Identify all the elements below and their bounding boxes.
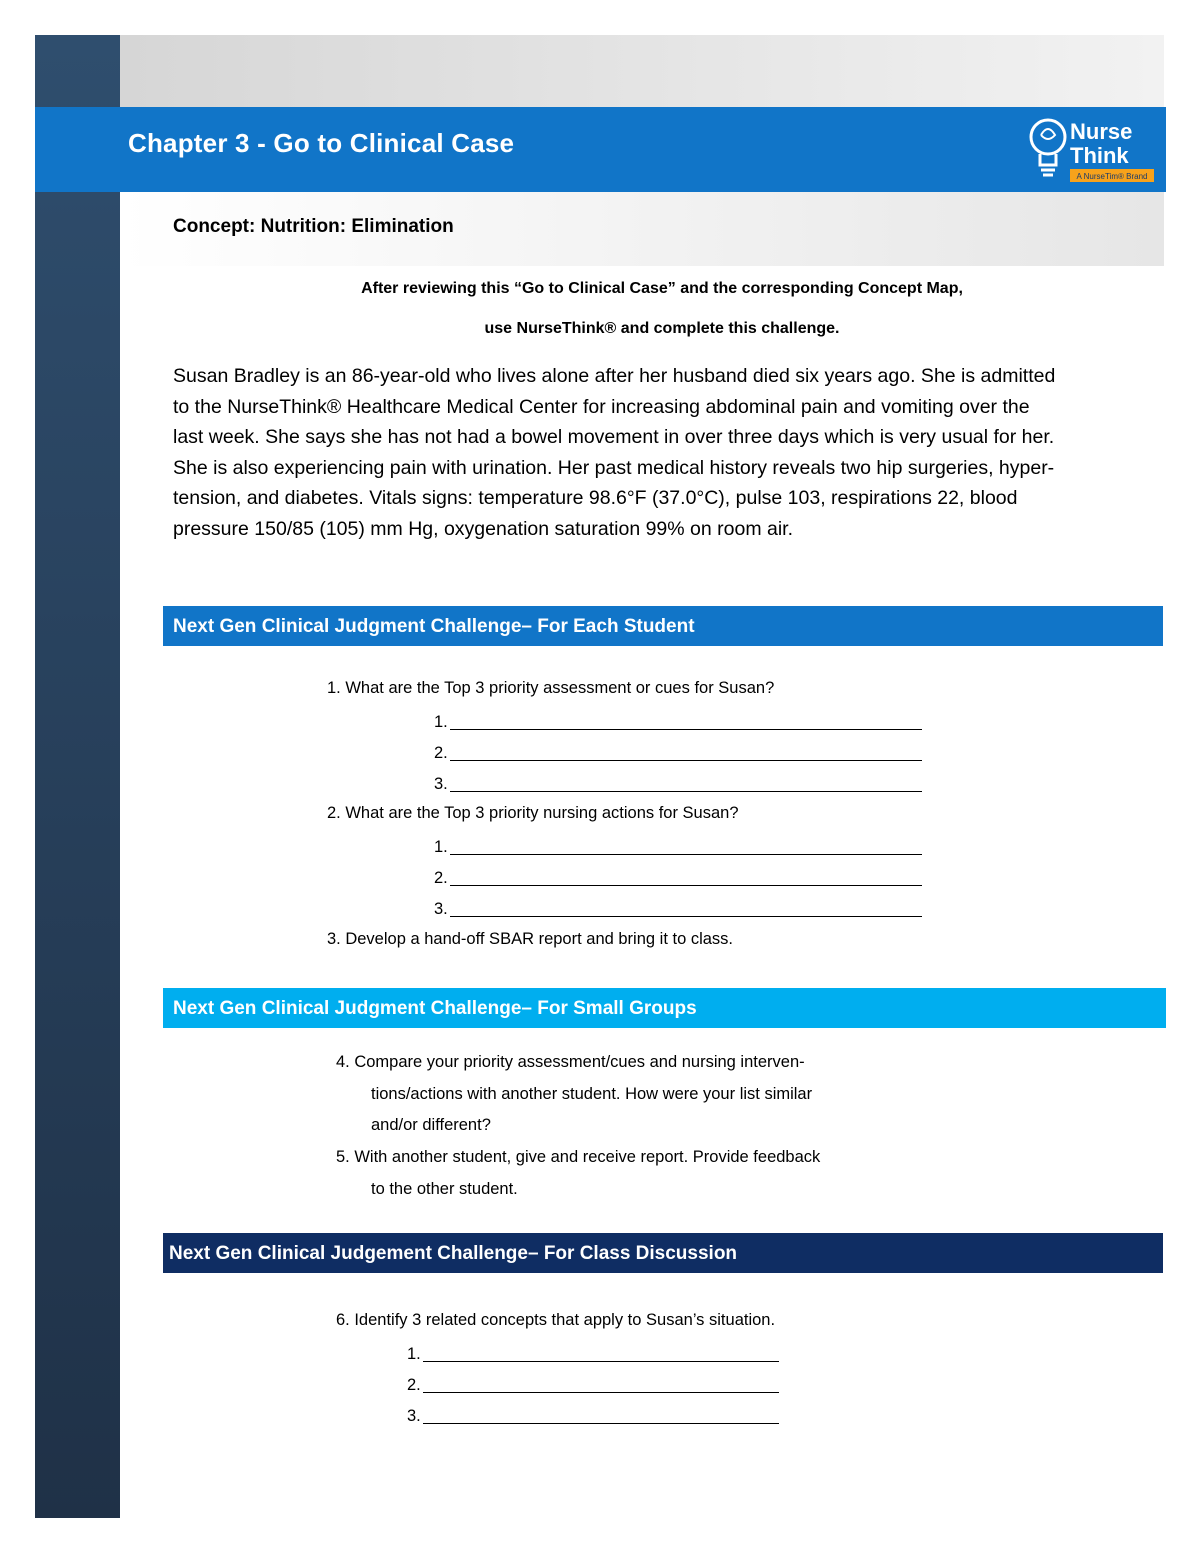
question-4: 4. Compare your priority assessment/cues and nursing interven- tions/actions with another student. How were your list similar and/or different?	[336, 1053, 813, 1134]
section-header-class-discussion: Next Gen Clinical Judgement Challenge– For Class Discussion	[163, 1233, 1163, 1273]
answer-blank[interactable]: 2.	[434, 867, 922, 888]
answer-blank[interactable]: 2.	[407, 1374, 779, 1395]
page-title: Chapter 3 - Go to Clinical Case	[128, 128, 515, 158]
answer-blank[interactable]: 3.	[434, 898, 922, 919]
case-line: Susan Bradley is an 86-year-old who lives alone after her husband died six years ago. She is admitted	[173, 365, 1056, 387]
intro-line-2: use NurseThink® and complete this challenge.	[484, 320, 840, 337]
case-line: last week. She says she has not had a bowel movement in over three days which is very usual for her.	[173, 426, 1055, 449]
left-sidebar-band	[35, 35, 120, 1518]
answer-blank[interactable]: 2.	[434, 742, 922, 763]
case-line: tension, and diabetes. Vitals signs: temperature 98.6°F (37.0°C), pulse 103, respirations 22, blood	[173, 487, 1018, 510]
case-line: to the NurseThink® Healthcare Medical Center for increasing abdominal pain and vomiting over the	[173, 395, 1030, 418]
answer-blank[interactable]: 1.	[434, 836, 922, 857]
question-1: 1. What are the Top 3 priority assessment or cues for Susan?	[327, 679, 775, 697]
answer-blank[interactable]: 1.	[407, 1343, 779, 1364]
svg-text:Think: Think	[1070, 143, 1129, 168]
question-5: 5. With another student, give and receive report. Provide feedback to the other student.	[336, 1148, 821, 1198]
top-gray-band	[120, 35, 1164, 107]
section-header-small-groups: Next Gen Clinical Judgment Challenge– For Small Groups	[163, 988, 1166, 1028]
answer-blank[interactable]: 3.	[407, 1405, 779, 1426]
answer-blank[interactable]: 3.	[434, 773, 922, 794]
question-2: 2. What are the Top 3 priority nursing actions for Susan?	[327, 804, 739, 822]
svg-text:Nurse: Nurse	[1070, 119, 1133, 144]
case-line: pressure 150/85 (105) mm Hg, oxygenation saturation 99% on room air.	[173, 517, 794, 540]
answer-blank[interactable]: 1.	[434, 711, 922, 732]
section-header-each-student: Next Gen Clinical Judgment Challenge– For Each Student	[163, 606, 1163, 646]
svg-text:A NurseTim® Brand: A NurseTim® Brand	[1076, 172, 1148, 181]
question-6: 6. Identify 3 related concepts that apply to Susan’s situation.	[336, 1311, 776, 1329]
nursethink-logo	[1026, 113, 1160, 187]
case-description	[173, 361, 1158, 545]
question-3: 3. Develop a hand-off SBAR report and bring it to class.	[327, 930, 734, 948]
lightbulb-icon	[1031, 120, 1065, 175]
intro-line-1: After reviewing this “Go to Clinical Case” and the corresponding Concept Map,	[361, 280, 963, 297]
concept-heading: Concept: Nutrition: Elimination	[173, 216, 454, 237]
case-line: She is also experiencing pain with urination. Her past medical history reveals two hip surgeries, hyper-	[173, 456, 1055, 479]
